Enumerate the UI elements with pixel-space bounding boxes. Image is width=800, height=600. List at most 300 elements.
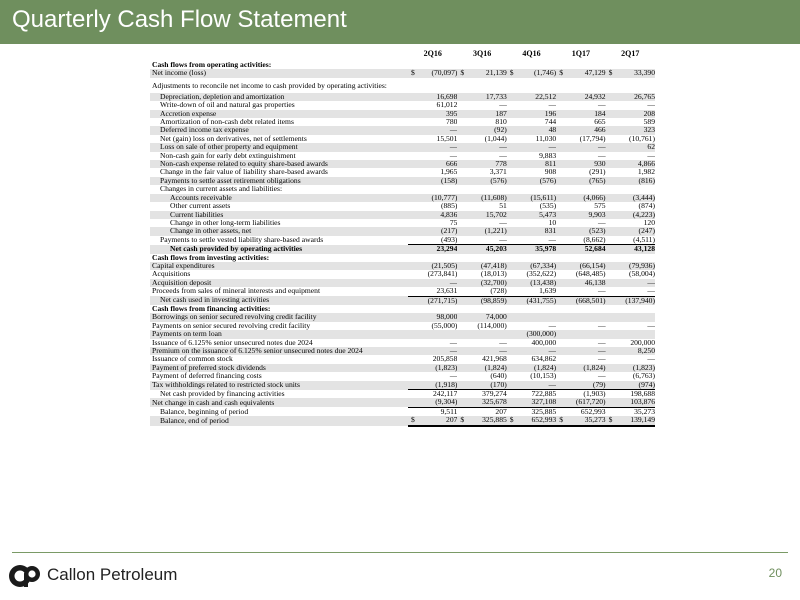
row-label: Payments on senior secured revolving credit facility: [152, 321, 311, 330]
value-text: 1,965: [440, 168, 458, 177]
value-cell: [457, 390, 506, 399]
value-text: 23,294: [436, 244, 458, 254]
value-text: 810: [495, 118, 507, 127]
value-cell: [556, 101, 605, 109]
column-header: 1Q17: [571, 49, 590, 58]
statement-row: [150, 339, 655, 347]
value-cell: [556, 152, 605, 160]
value-cell: [606, 126, 655, 134]
value-cell: [556, 61, 605, 69]
column-header: 2Q16: [423, 49, 442, 58]
value-cell: [556, 390, 605, 399]
value-cell: [556, 118, 605, 126]
value-text: (576): [490, 176, 507, 185]
value-cell: [556, 211, 605, 219]
dollar-sign: $: [608, 69, 613, 78]
value-cell: [408, 270, 457, 278]
value-cell: [408, 279, 457, 287]
value-text: 26,765: [634, 92, 655, 101]
statement-row: [150, 296, 655, 305]
value-text: —: [647, 355, 655, 364]
value-text: 98,000: [436, 313, 458, 322]
cash-flow-statement: [150, 47, 655, 427]
row-label: Loss on sale of other property and equipment: [150, 143, 408, 151]
value-cell: [606, 227, 655, 235]
value-text: (1,824): [534, 363, 557, 372]
value-text: (13,438): [530, 278, 557, 287]
value-text: 23,631: [436, 287, 458, 296]
value-cell: [507, 194, 556, 202]
value-text: 48: [548, 126, 557, 135]
value-text: (21,505): [431, 261, 458, 270]
value-cell: [606, 78, 655, 93]
value-text: 47,129: [584, 69, 606, 78]
value-text: (18,013): [480, 270, 507, 279]
column-header: 3Q16: [472, 49, 492, 58]
value-cell: [457, 347, 506, 355]
value-text: —: [449, 347, 458, 355]
row-label: Net cash provided by financing activities: [160, 389, 285, 398]
value-cell: [556, 313, 605, 321]
footer-divider: [12, 552, 788, 553]
value-cell: [408, 160, 457, 168]
column-header-row: [150, 47, 655, 61]
value-text: 4,866: [637, 160, 655, 169]
value-cell: [507, 211, 556, 219]
value-text: —: [449, 143, 458, 152]
value-cell: [408, 194, 457, 202]
value-text: —: [449, 278, 458, 287]
value-text: 666: [446, 160, 458, 169]
value-text: 8,250: [637, 347, 655, 355]
value-text: (535): [539, 202, 557, 211]
value-cell: [606, 398, 655, 407]
row-label: Cash flows from investing activities:: [152, 253, 270, 262]
value-cell: [556, 254, 605, 262]
value-cell: [408, 78, 457, 93]
value-text: 51: [499, 202, 507, 211]
column-header-blank: [150, 47, 408, 61]
value-text: (158): [440, 176, 458, 185]
value-cell: [606, 381, 655, 390]
value-cell: [606, 177, 655, 185]
value-cell: [457, 245, 506, 254]
statement-row: [150, 227, 655, 235]
value-text: 22,512: [535, 92, 557, 101]
value-text: 200,000: [630, 338, 655, 347]
value-text: —: [597, 321, 606, 330]
value-cell: [556, 202, 605, 210]
value-cell: [408, 372, 457, 380]
value-cell: [507, 245, 556, 254]
value-cell: [606, 347, 655, 355]
value-cell: [556, 381, 605, 390]
value-cell: [408, 245, 457, 254]
value-cell: [507, 364, 556, 372]
statement-row: [150, 152, 655, 160]
statement-row: [150, 390, 655, 399]
row-label: Current liabilities: [150, 211, 408, 219]
value-text: (6,763): [632, 372, 655, 381]
value-cell: [457, 236, 506, 245]
value-text: (617,720): [575, 398, 606, 407]
value-text: (170): [490, 380, 507, 389]
value-text: (58,004): [629, 270, 655, 279]
value-text: 198,688: [630, 389, 655, 399]
value-cell: [507, 227, 556, 235]
statement-row: [150, 110, 655, 118]
value-text: (1,044): [484, 134, 507, 143]
statement-row: [150, 143, 655, 151]
row-label: Non-cash gain for early debt extinguishment: [160, 151, 296, 160]
value-text: —: [548, 235, 557, 244]
value-cell: [457, 194, 506, 202]
statement-row: [150, 381, 655, 390]
value-cell: [507, 330, 556, 338]
value-text: (765): [589, 176, 606, 185]
value-text: 325,678: [482, 398, 507, 407]
value-cell: [606, 322, 655, 330]
row-label: Balance, end of period: [150, 416, 408, 425]
value-cell: [556, 168, 605, 176]
statement-row: [150, 236, 655, 245]
value-text: (4,223): [632, 210, 655, 219]
value-text: 395: [446, 109, 458, 118]
cash-flow-rows: [150, 61, 655, 426]
value-cell: [507, 160, 556, 168]
value-text: 15,702: [485, 210, 507, 219]
callon-logo-icon: [8, 563, 44, 589]
value-text: (291): [589, 168, 606, 177]
value-cell: [408, 168, 457, 176]
value-text: —: [597, 101, 606, 110]
value-text: 778: [495, 160, 507, 169]
value-text: —: [647, 287, 655, 296]
row-label: Net income (loss): [150, 69, 408, 77]
value-text: (92): [494, 126, 507, 135]
row-label: Payment of deferred financing costs: [152, 372, 262, 381]
value-cell: [606, 211, 655, 219]
value-cell: [606, 61, 655, 69]
value-cell: [457, 61, 506, 69]
value-text: —: [499, 338, 507, 347]
row-label: Acquisitions: [152, 270, 191, 279]
value-text: 35,978: [535, 244, 557, 254]
value-cell: [408, 110, 457, 118]
column-header: 4Q16: [522, 49, 541, 58]
value-cell: [457, 407, 506, 416]
value-text: 665: [594, 118, 606, 127]
value-text: —: [597, 151, 606, 160]
value-cell: [606, 254, 655, 262]
value-cell: [457, 118, 506, 126]
value-cell: [606, 416, 655, 425]
value-cell: [556, 194, 605, 202]
value-text: (114,000): [477, 321, 507, 330]
value-cell: [507, 287, 556, 296]
value-cell: [556, 372, 605, 380]
value-cell: [457, 279, 506, 287]
value-cell: [408, 143, 457, 151]
value-cell: [606, 296, 655, 305]
value-cell: [507, 296, 556, 305]
value-cell: [606, 194, 655, 202]
dollar-sign: $: [460, 69, 465, 78]
value-cell: [556, 219, 605, 227]
value-text: 9,511: [440, 407, 458, 416]
statement-row: [150, 279, 655, 287]
value-cell: [507, 118, 556, 126]
value-text: (1,221): [484, 227, 507, 236]
value-cell: [457, 101, 506, 109]
value-cell: [556, 185, 605, 193]
value-cell: [507, 254, 556, 262]
value-text: (816): [638, 176, 655, 185]
statement-row: [150, 372, 655, 380]
value-cell: [556, 177, 605, 185]
value-text: —: [548, 321, 557, 330]
dollar-sign: $: [608, 416, 613, 425]
value-text: —: [597, 338, 606, 347]
value-text: —: [597, 347, 606, 355]
statement-row: [150, 416, 655, 425]
statement-row: [150, 330, 655, 338]
value-text: 780: [446, 118, 458, 127]
value-text: (1,823): [632, 363, 655, 372]
value-text: 323: [643, 126, 655, 135]
row-label: Payments to settle vested liability share-based awards: [160, 235, 324, 244]
value-cell: [457, 143, 506, 151]
value-text: 61,012: [436, 101, 458, 110]
value-cell: [556, 339, 605, 347]
value-cell: [606, 118, 655, 126]
value-cell: [507, 135, 556, 143]
value-cell: [457, 219, 506, 227]
statement-row: [150, 78, 655, 93]
value-cell: [408, 236, 457, 245]
value-text: 33,390: [634, 69, 655, 78]
row-label: Change in the fair value of liability share-based awards: [160, 168, 328, 177]
value-text: (55,000): [431, 321, 458, 330]
value-text: (273,841): [427, 270, 458, 279]
value-cell: [507, 372, 556, 380]
value-cell: [457, 330, 506, 338]
value-cell: [457, 69, 506, 77]
value-cell: [408, 227, 457, 235]
value-text: 11,030: [535, 134, 557, 143]
dollar-sign: $: [460, 416, 465, 425]
value-text: (974): [638, 380, 655, 389]
value-text: (247): [638, 227, 655, 236]
value-cell: [606, 168, 655, 176]
value-cell: [408, 211, 457, 219]
row-label: Cash flows from operating activities:: [152, 61, 272, 69]
row-label: Depreciation, depletion and amortization: [150, 93, 408, 101]
value-text: 35,273: [584, 416, 606, 425]
value-text: (1,824): [583, 363, 606, 372]
row-label: Other current assets: [170, 202, 231, 211]
row-label: Net change in cash and cash equivalents: [150, 398, 408, 407]
value-cell: [606, 372, 655, 380]
value-text: (67,334): [530, 261, 557, 270]
value-cell: [556, 270, 605, 278]
value-cell: [507, 407, 556, 416]
value-cell: [556, 287, 605, 296]
value-cell: [556, 305, 605, 313]
statement-row: [150, 322, 655, 330]
value-text: (70,097): [431, 69, 458, 78]
value-cell: [556, 69, 605, 77]
value-cell: [507, 236, 556, 245]
value-cell: [457, 305, 506, 313]
value-cell: [408, 135, 457, 143]
value-text: 74,000: [485, 313, 507, 322]
value-cell: [556, 143, 605, 151]
row-label: Borrowings on senior secured revolving credit facility: [150, 313, 408, 321]
value-cell: [408, 287, 457, 296]
value-text: 421,968: [482, 355, 507, 364]
value-text: 15,501: [436, 134, 458, 143]
row-label: Balance, beginning of period: [160, 407, 249, 416]
value-cell: [556, 347, 605, 355]
value-text: (728): [490, 287, 507, 296]
value-text: —: [548, 380, 557, 389]
value-cell: [556, 355, 605, 363]
value-cell: [408, 398, 457, 407]
statement-row: [150, 168, 655, 176]
value-cell: [606, 101, 655, 109]
value-cell: [606, 364, 655, 372]
value-text: 5,473: [539, 210, 557, 219]
value-cell: [556, 262, 605, 270]
value-text: (640): [490, 372, 507, 381]
row-label: Acquisition deposit: [150, 279, 408, 287]
value-cell: [606, 279, 655, 287]
value-cell: [408, 61, 457, 69]
value-cell: [408, 313, 457, 321]
value-cell: [457, 287, 506, 296]
value-cell: [606, 202, 655, 210]
row-label: Net cash provided by operating activities: [150, 245, 408, 254]
value-cell: [457, 381, 506, 390]
value-text: 652,993: [531, 416, 557, 425]
statement-row: [150, 313, 655, 321]
statement-row: [150, 347, 655, 355]
value-cell: [507, 101, 556, 109]
value-cell: [606, 110, 655, 118]
value-cell: [556, 279, 605, 287]
value-text: (1,903): [583, 389, 606, 399]
statement-row: [150, 185, 655, 193]
value-cell: [408, 416, 457, 425]
value-cell: [507, 305, 556, 313]
brand-name: Callon Petroleum: [47, 565, 178, 584]
value-cell: [507, 279, 556, 287]
value-text: (11,608): [481, 193, 507, 202]
value-cell: [606, 355, 655, 363]
section-header-row: [150, 305, 655, 313]
statement-row: [150, 355, 655, 363]
value-cell: [507, 381, 556, 390]
value-text: (1,824): [484, 363, 507, 372]
row-label: Deferred income tax expense: [150, 126, 408, 134]
value-cell: [408, 254, 457, 262]
value-cell: [408, 296, 457, 305]
value-cell: [408, 305, 457, 313]
value-text: 207: [495, 407, 507, 416]
statement-row: [150, 219, 655, 227]
value-text: (79): [592, 380, 606, 389]
value-cell: [606, 262, 655, 270]
value-text: (1,746): [534, 69, 557, 78]
value-cell: [507, 93, 556, 101]
value-text: 9,903: [588, 210, 606, 219]
value-cell: [556, 416, 605, 425]
value-text: 1,982: [637, 168, 655, 177]
value-cell: [556, 296, 605, 305]
value-text: 4,836: [440, 210, 458, 219]
value-text: (32,700): [480, 278, 507, 287]
value-cell: [457, 339, 506, 347]
value-text: 45,203: [485, 244, 507, 254]
value-cell: [556, 236, 605, 245]
value-cell: [408, 364, 457, 372]
statement-row: [150, 194, 655, 202]
value-text: 1,639: [539, 287, 557, 296]
value-cell: [556, 93, 605, 101]
value-cell: [507, 168, 556, 176]
value-cell: [457, 270, 506, 278]
page-title: Quarterly Cash Flow Statement: [12, 6, 347, 33]
statement-row: [150, 262, 655, 270]
value-cell: [457, 355, 506, 363]
statement-row: [150, 211, 655, 219]
value-text: (9,304): [435, 398, 458, 407]
value-cell: [457, 296, 506, 305]
value-cell: [507, 219, 556, 227]
value-cell: [457, 160, 506, 168]
value-text: 930: [594, 160, 606, 169]
dollar-sign: $: [411, 416, 415, 425]
statement-row: [150, 407, 655, 416]
value-text: (493): [440, 235, 458, 244]
value-cell: [408, 390, 457, 399]
row-label: Issuance of common stock: [152, 355, 233, 364]
value-cell: [507, 339, 556, 347]
row-label: Premium on the issuance of 6.125% senior unsecured notes due 2024: [150, 347, 408, 355]
value-cell: [556, 322, 605, 330]
value-cell: [606, 339, 655, 347]
value-cell: [408, 347, 457, 355]
value-text: —: [647, 101, 655, 110]
value-cell: [408, 126, 457, 134]
value-cell: [556, 135, 605, 143]
value-text: 908: [544, 168, 557, 177]
value-cell: [457, 185, 506, 193]
value-text: (352,622): [526, 270, 557, 279]
value-cell: [556, 407, 605, 416]
value-text: 400,000: [531, 338, 557, 347]
row-label: Change in other long-term liabilities: [170, 218, 281, 227]
value-cell: [507, 398, 556, 407]
value-cell: [507, 78, 556, 93]
value-text: 207: [446, 416, 458, 425]
value-text: 10: [548, 218, 557, 227]
value-cell: [457, 322, 506, 330]
value-cell: [507, 143, 556, 151]
value-cell: [606, 135, 655, 143]
value-cell: [457, 313, 506, 321]
